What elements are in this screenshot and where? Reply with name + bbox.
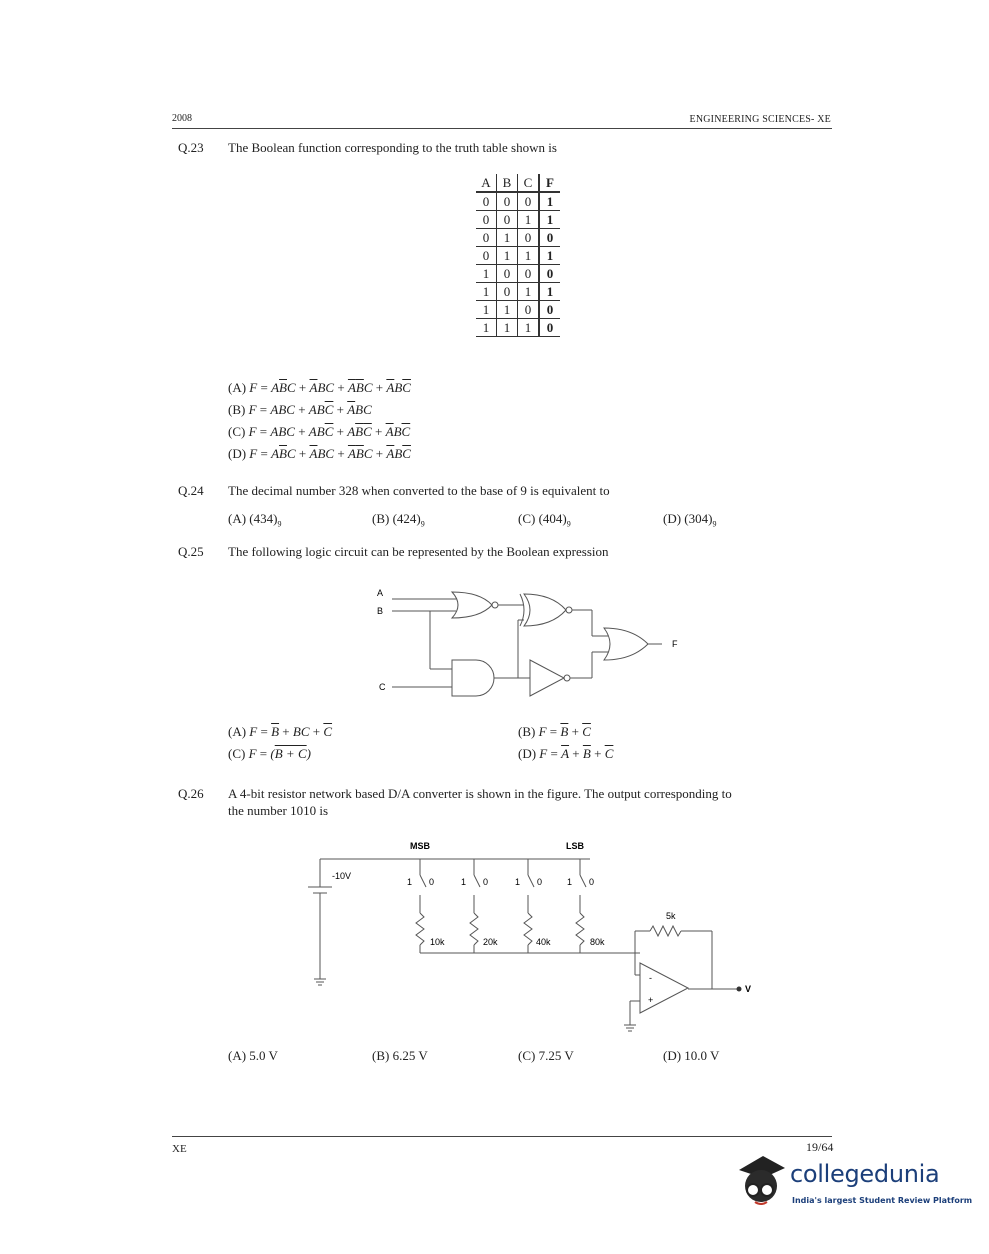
truth-table-cell: 0 [518,229,540,247]
truth-table-cell: 1 [518,211,540,229]
supply-label: -10V [332,871,352,881]
truth-table-cell: 1 [539,247,560,265]
truth-table-cell: 0 [497,192,518,211]
q25-option-c: (C) F = (B + C) [228,746,311,761]
truth-table-row [476,301,560,319]
switch3-zero: 0 [537,877,543,887]
q26-option-d: (D) 10.0 V [663,1048,720,1063]
switch3-one: 1 [515,877,521,887]
q24-text: The decimal number 328 when converted to the base of 9 is equivalent to [228,483,610,498]
q26-text-line1: A 4-bit resistor network based D/A converter is shown in the figure. The output corresponding to [228,786,732,801]
brand-tagline: India's largest Student Review Platform [792,1196,973,1205]
truth-table-cell: 0 [497,211,518,229]
resistor-80k-label: 80k [590,937,605,947]
q26-text-line2: the number 1010 is [228,803,329,818]
header-year: 2008 [172,113,192,124]
lsb-label: LSB [566,841,584,851]
q23-text: The Boolean function corresponding to the truth table shown is [228,140,557,155]
footer-page-number: 19/64 [806,1140,834,1154]
collegedunia-logo-icon [735,1150,787,1212]
truth-table-cell: 1 [476,265,497,283]
tt-head-a: A [476,174,497,192]
brand-name: collegedunia [790,1160,940,1188]
switch4-zero: 0 [589,877,595,887]
footer-rule [172,1136,832,1137]
q26-number: Q.26 [178,786,204,801]
q24-number: Q.24 [178,483,204,498]
switch2-one: 1 [461,877,467,887]
truth-table-cell: 1 [518,283,540,301]
q25-option-a: (A) $F = \overline{B}$ + BC + $\overline{C}$ [228,724,333,739]
switch1-zero: 0 [429,877,435,887]
q24-option-c: (C) $(404)_9$ [518,511,571,529]
switch1-one: 1 [407,877,413,887]
truth-table-cell: 1 [497,301,518,319]
truth-table-cell: 1 [497,319,518,337]
truth-table-cell: 1 [518,247,540,265]
switch2-zero: 0 [483,877,489,887]
resistor-5k-label: 5k [666,911,676,921]
tt-head-b: B [497,174,518,192]
input-c-label: C [379,682,386,692]
switch4-one: 1 [567,877,573,887]
q25-option-d: (D) $F = \overline{A} + \overline{B} + \overline{C}$ [518,746,614,761]
truth-table-cell: 0 [539,301,560,319]
dac-circuit-diagram [300,835,770,1040]
footer-paper-code: XE [172,1143,187,1155]
truth-table-cell: 1 [476,319,497,337]
truth-table-cell: 0 [476,192,497,211]
output-f-label: F [672,639,678,649]
q26-option-a: (A) 5.0 V [228,1048,278,1063]
input-b-label: B [377,606,384,616]
q23-option-c: (C) F = ABC + $AB\overline{C} + A\overline{B}\overline{C} + \overline{A}B\overline{C}$ [228,424,411,439]
truth-table-cell: 0 [497,283,518,301]
opamp-minus-label: - [649,973,652,983]
q23-number: Q.23 [178,140,204,155]
truth-table-cell: 1 [518,319,540,337]
q24-option-a: (A) $(434)_9$ [228,511,282,529]
truth-table-cell: 1 [539,283,560,301]
truth-table-row [476,211,560,229]
truth-table-cell: 0 [476,211,497,229]
opamp-plus-label: + [648,995,654,1005]
header-rule [172,128,832,129]
truth-table-cell: 0 [476,229,497,247]
tt-head-f: F [539,174,560,192]
q23-option-a: (A) $F = A\overline{B}C + \overline{A}BC + \overline{A}\overline{B}C + \overline{A}B\overline{C}$ [228,380,411,395]
truth-table-cell: 0 [518,192,540,211]
truth-table-cell: 0 [539,229,560,247]
truth-table-row [476,319,560,337]
header-paper-title: ENGINEERING SCIENCES- XE [689,114,831,125]
input-a-label: A [377,588,384,598]
q23-option-b: (B) F = ABC + $AB\overline{C} + \overline{A}BC$ [228,402,372,417]
q24-option-d: (D) $(304)_9$ [663,511,717,529]
truth-table-cell: 0 [518,301,540,319]
truth-table-cell: 1 [497,247,518,265]
q26-option-c: (C) 7.25 V [518,1048,574,1063]
output-vo-label: V [745,984,752,994]
msb-label: MSB [410,841,430,851]
truth-table-cell: 0 [539,265,560,283]
truth-table-cell: 1 [497,229,518,247]
truth-table-cell: 0 [518,265,540,283]
q25-text: The following logic circuit can be represented by the Boolean expression [228,544,609,559]
q26-option-b: (B) 6.25 V [372,1048,428,1063]
q24-option-b: (B) $(424)_9$ [372,511,425,529]
truth-table-row [476,229,560,247]
logic-circuit-diagram [360,580,700,705]
resistor-20k-label: 20k [483,937,498,947]
truth-table-row [476,247,560,265]
truth-table-row [476,283,560,301]
truth-table-cell: 1 [476,283,497,301]
truth-table-cell: 0 [539,319,560,337]
truth-table-cell: 1 [539,211,560,229]
q25-option-b: (B) $F = \overline{B} + \overline{C}$ [518,724,591,739]
truth-table-row [476,265,560,283]
tt-head-c: C [518,174,540,192]
truth-table-cell: 1 [476,301,497,319]
truth-table-cell: 1 [539,192,560,211]
q23-option-d: (D) $F = A\overline{B}C + \overline{A}BC + \overline{A}\overline{B}C + \overline{A}B\overline{C}$ [228,446,411,461]
truth-table [476,174,560,337]
truth-table-row [476,192,560,211]
truth-table-cell: 0 [497,265,518,283]
resistor-10k-label: 10k [430,937,445,947]
truth-table-cell: 0 [476,247,497,265]
resistor-40k-label: 40k [536,937,551,947]
q25-number: Q.25 [178,544,204,559]
